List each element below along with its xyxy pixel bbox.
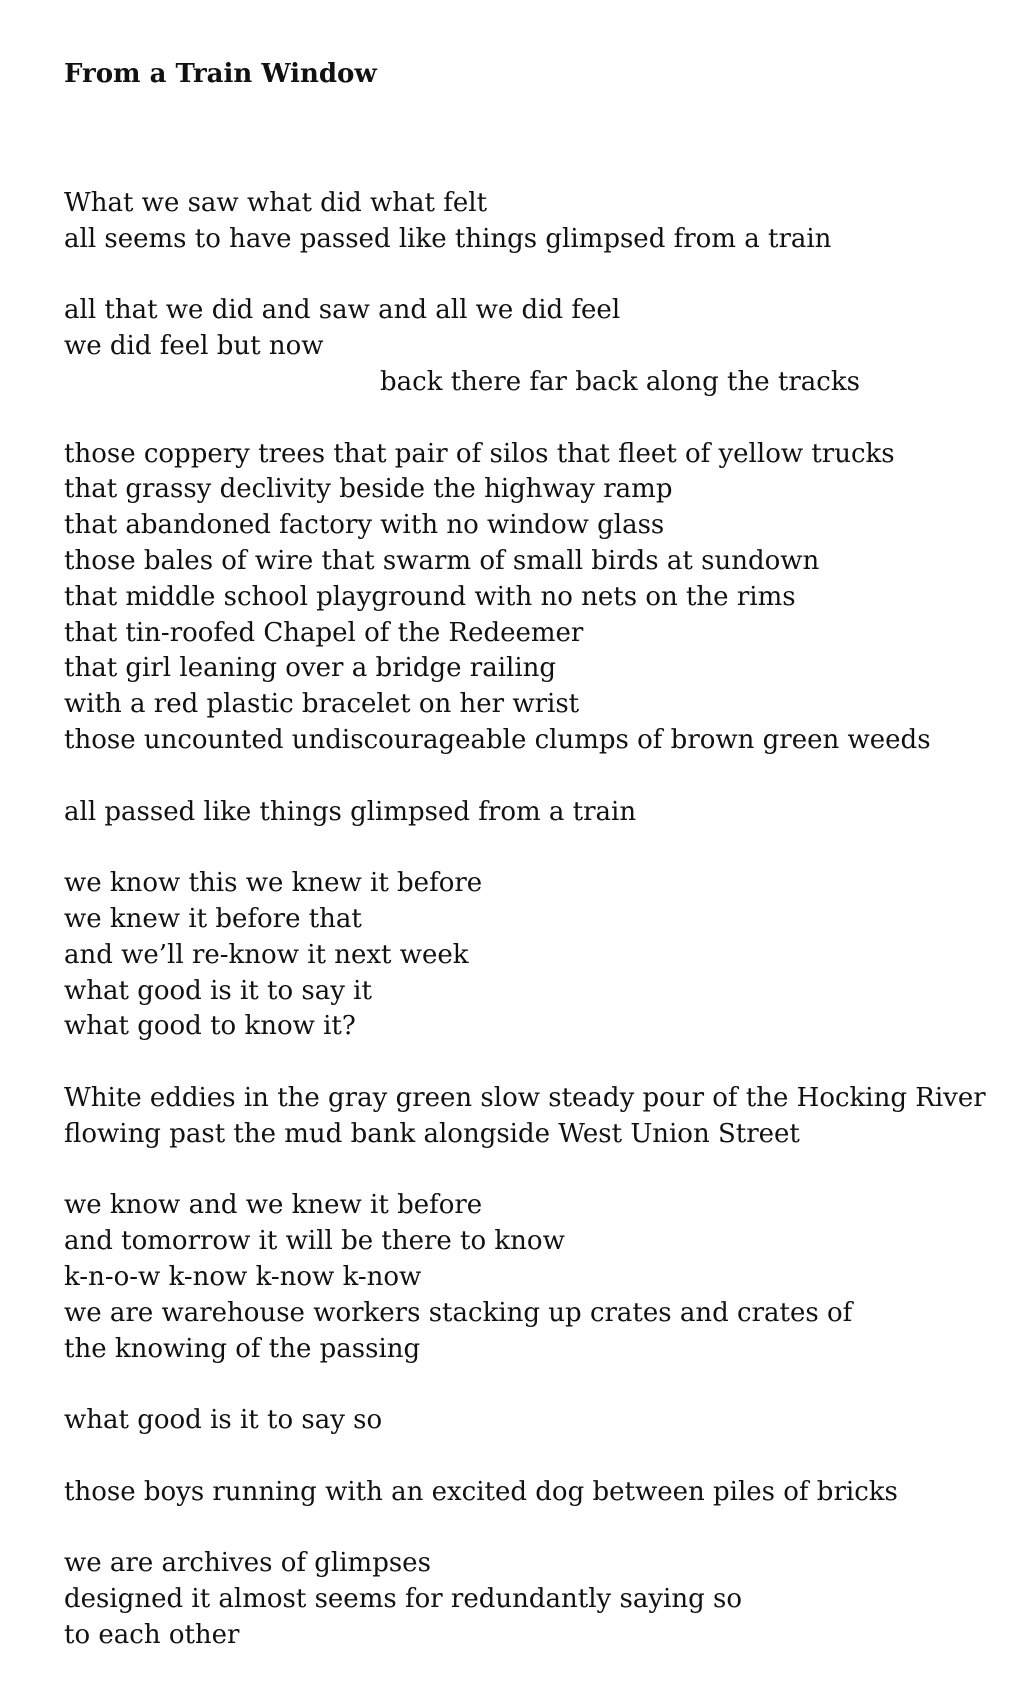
stanza-2 (64, 293, 1004, 400)
poem-line: we know and we knew it before (64, 1190, 483, 1221)
stanza-10 (64, 1546, 1004, 1653)
poem-line: those bales of wire that swarm of small birds at sundown (64, 545, 820, 576)
poem-line: all that we did and saw and all we did feel (64, 295, 621, 326)
poem-line: that middle school playground with no nets on the rims (64, 581, 796, 612)
poem-line: those boys running with an excited dog between piles of bricks (64, 1476, 898, 1507)
poem-line: the knowing of the passing (64, 1333, 421, 1364)
stanza-3 (64, 437, 1004, 759)
poem-line: those coppery trees that pair of silos that fleet of yellow trucks (64, 438, 895, 469)
stanza-5 (64, 866, 1004, 1045)
poem-line: all passed like things glimpsed from a train (64, 796, 637, 827)
poem-line: what good is it to say so (64, 1405, 383, 1436)
poem-line: we are warehouse workers stacking up crates and crates of (64, 1297, 853, 1328)
poem-line: that girl leaning over a bridge railing (64, 653, 557, 684)
poem-line: What we saw what did what felt (64, 188, 488, 218)
stanza-1 (64, 186, 1004, 258)
poem-line: those uncounted undiscourageable clumps of brown green weeds (64, 724, 931, 755)
poem-line: we knew it before that (64, 903, 362, 934)
poem-line: flowing past the mud bank alongside West Union Street (64, 1118, 800, 1149)
stanza-8 (64, 1403, 1004, 1439)
poem-line: we know this we knew it before (64, 868, 483, 899)
poem-line: designed it almost seems for redundantly saying so (64, 1584, 742, 1615)
stanza-9 (64, 1475, 1004, 1511)
poem-line: and tomorrow it will be there to know (64, 1226, 565, 1257)
poem-body (64, 186, 1004, 1689)
poem-title: From a Train Window (64, 59, 377, 89)
stanza-4 (64, 795, 1004, 831)
stanza-7 (64, 1188, 1004, 1367)
poem-line: what good to know it? (64, 1011, 356, 1042)
poem-line: we are archives of glimpses (64, 1548, 431, 1579)
poem-line: we did feel but now (64, 331, 324, 362)
poem-line: with a red plastic bracelet on her wrist (64, 689, 580, 720)
poem-line: k-n-o-w k-now k-now k-now (64, 1261, 422, 1292)
poem-line: that tin-roofed Chapel of the Redeemer (64, 617, 584, 648)
poem-line-indented: back there far back along the tracks (380, 366, 860, 397)
poem-line: that abandoned factory with no window glass (64, 510, 665, 541)
poem-line: that grassy declivity beside the highway ramp (64, 474, 673, 505)
stanza-6 (64, 1081, 1004, 1153)
poem-line: what good is it to say it (64, 975, 372, 1006)
poem-line: all seems to have passed like things glimpsed from a train (64, 223, 832, 254)
poem-line: White eddies in the gray green slow steady pour of the Hocking River (64, 1082, 986, 1113)
poem-line: and we’ll re-know it next week (64, 939, 469, 970)
poem-line: to each other (64, 1619, 240, 1650)
